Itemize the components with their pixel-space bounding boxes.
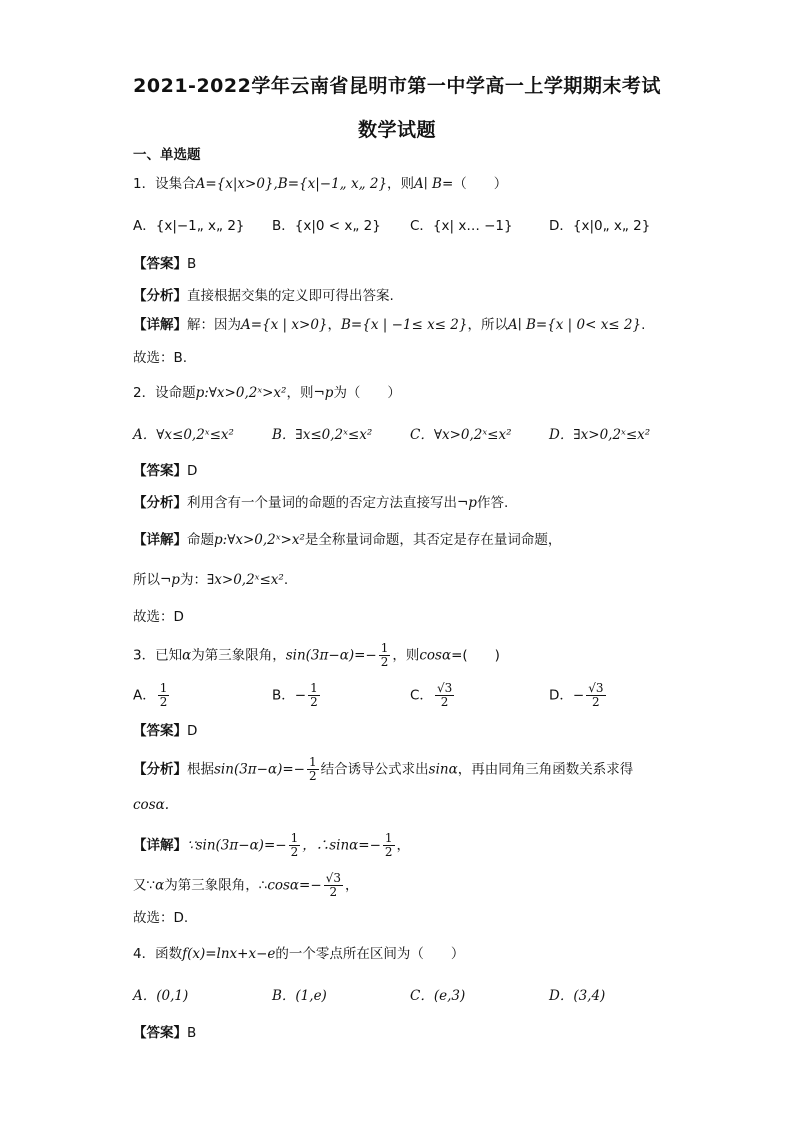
fraction-denominator: 2 <box>440 695 449 709</box>
option-label: C． <box>410 687 433 704</box>
q3-option-d <box>549 682 608 709</box>
fraction-denominator: 2 <box>329 885 338 899</box>
q4-stem-text-post: 的一个零点所在区间为（ ） <box>275 946 465 962</box>
answer-label: 【答案】 <box>133 1025 187 1041</box>
q2-line2-math2: ∃x>0,2ˣ≤x² <box>206 572 284 588</box>
q3-analysis-text-post2: ，再由同角三角函数关系求得 <box>457 761 634 778</box>
q3-detail-math-mid: ，∴sinα=− <box>302 837 381 854</box>
q1-detail-sep: ， <box>327 317 341 333</box>
q3-analysis-text-post: 结合诱导公式求出 <box>320 761 429 778</box>
q3-stem-text: 3．已知 <box>133 647 183 664</box>
fraction-numerator: √3 <box>325 871 341 885</box>
q3-detail <box>133 832 410 859</box>
q3-option-c-fraction <box>435 682 454 709</box>
fraction-numerator: √3 <box>436 681 453 695</box>
q1-detail <box>133 315 645 335</box>
q2-detail-math: p:∀x>0,2ˣ>x² <box>214 532 305 548</box>
q2-conclusion: 故选：D <box>133 609 184 625</box>
q2-analysis <box>133 493 508 513</box>
q4-option-a: A．(0,1) <box>133 988 189 1004</box>
q3-stem-alpha: α <box>182 647 192 664</box>
q2-analysis-math: ¬p <box>457 495 477 511</box>
q2-detail <box>133 530 561 550</box>
q3-answer <box>133 721 197 741</box>
q1-option-b: B．{x|0 < x„ 2} <box>272 218 381 234</box>
q2-stem-text-post: 为（ ） <box>333 385 401 401</box>
q4-stem-text: 4．函数 <box>133 946 183 962</box>
q1-conclusion: 故选：B. <box>133 350 188 366</box>
fraction-numerator: 1 <box>159 681 168 695</box>
q1-detail-end: . <box>641 317 646 333</box>
fraction-denominator: 2 <box>384 845 393 859</box>
q3-analysis-fraction <box>307 756 319 783</box>
q1-option-a: A．{x|−1„ x„ 2} <box>133 218 245 234</box>
q3-analysis-text: 根据 <box>187 761 214 778</box>
q2-answer-value: D <box>187 463 198 479</box>
q1-stem-text-post: =（ ） <box>441 176 508 192</box>
q3-option-a-fraction <box>158 682 170 709</box>
q1-detail-math1: A={x | x>0} <box>241 317 328 333</box>
answer-label: 【答案】 <box>133 723 187 739</box>
q2-line2-text-mid: 为： <box>179 572 207 588</box>
fraction-numerator: 1 <box>384 831 393 845</box>
q3-detail-line2 <box>133 872 358 899</box>
fraction-numerator: 1 <box>380 641 389 655</box>
q3-detail-end: ， <box>396 837 411 854</box>
q3-line2-math: cosα=− <box>267 877 322 894</box>
q2-line2-text: 所以 <box>133 572 160 588</box>
q3-analysis-math: sin(3π−α)=− <box>214 761 305 778</box>
q3-line2-text: 又∵ <box>133 877 156 894</box>
section-heading: 一、单选题 <box>133 147 201 163</box>
q1-detail-text: 解：因为 <box>187 317 241 333</box>
q3-answer-value: D <box>187 723 198 739</box>
fraction-denominator: 2 <box>309 769 317 783</box>
q1-analysis <box>133 286 394 306</box>
q3-line2-end: ， <box>344 877 359 894</box>
q3-analysis <box>133 756 633 783</box>
q3-stem-math2: cosα <box>419 647 452 664</box>
q2-option-b: B．∃x≤0,2ˣ≤x² <box>272 427 373 443</box>
q2-stem-text: 2．设命题 <box>133 385 196 401</box>
analysis-label: 【分析】 <box>133 495 187 511</box>
q2-detail-text-post: 是全称量词命题，其否定是存在量词命题， <box>304 532 562 548</box>
option-label: A． <box>133 687 156 704</box>
q3-detail-fraction <box>289 832 301 859</box>
q2-analysis-text-post: 作答. <box>476 495 509 511</box>
q3-option-c <box>410 682 456 709</box>
document-subtitle: 数学试题 <box>357 119 436 141</box>
q3-line2-text-mid: 为第三象限角，∴ <box>164 877 268 894</box>
analysis-label: 【分析】 <box>133 761 187 778</box>
q1-option-d: D．{x|0„ x„ 2} <box>549 218 651 234</box>
q3-option-a <box>133 682 171 709</box>
q3-stem <box>133 642 500 669</box>
q4-answer-value: B <box>187 1025 197 1041</box>
q3-analysis-math2: sinα <box>428 761 458 778</box>
q3-stem-text-mid2: ，则 <box>392 647 420 664</box>
detail-label: 【详解】 <box>133 317 187 333</box>
q2-detail-text: 命题 <box>187 532 214 548</box>
q4-option-d: D．(3,4) <box>549 988 606 1004</box>
q3-line2-alpha: α <box>155 877 165 894</box>
q2-stem-math: p:∀x>0,2ˣ>x² <box>195 385 287 401</box>
q1-detail-math2: B={x | −1≤ x≤ 2} <box>341 317 468 333</box>
q2-stem-text-mid: ，则 <box>286 385 314 401</box>
fraction-numerator: 1 <box>290 831 299 845</box>
q2-stem <box>133 383 401 403</box>
q1-detail-text-mid: ，所以 <box>467 317 508 333</box>
option-label: B．− <box>272 687 307 704</box>
option-label: D．− <box>549 687 585 704</box>
q3-conclusion: 故选：D. <box>133 910 189 926</box>
q1-answer-value: B <box>187 256 197 272</box>
fraction-denominator: 2 <box>310 695 318 709</box>
q4-option-b: B．(1,e) <box>272 988 327 1004</box>
q1-analysis-text: 直接根据交集的定义即可得出答案. <box>187 288 394 304</box>
answer-label: 【答案】 <box>133 256 187 272</box>
q1-stem-math: A={x|x>0},B={x|−1„ x„ 2} <box>195 176 388 192</box>
q3-detail-fraction2 <box>383 832 395 859</box>
q3-analysis-line2: cosα. <box>133 797 170 813</box>
q1-answer <box>133 254 196 274</box>
q4-option-c: C．(e,3) <box>410 988 466 1004</box>
q1-stem <box>133 174 507 194</box>
fraction-denominator: 2 <box>290 845 299 859</box>
detail-label: 【详解】 <box>133 532 187 548</box>
q2-option-d: D．∃x>0,2ˣ≤x² <box>549 427 651 443</box>
q1-stem-text: 1．设集合 <box>133 176 196 192</box>
analysis-label: 【分析】 <box>133 288 187 304</box>
q3-stem-math: sin(3π−α)=− <box>285 647 377 664</box>
q4-stem-math: f(x)=lnx+x−e <box>182 946 276 962</box>
fraction-numerator: √3 <box>588 681 604 695</box>
q3-stem-text-post: =( ) <box>451 647 500 664</box>
q3-option-b <box>272 682 322 709</box>
answer-label: 【答案】 <box>133 463 187 479</box>
fraction-denominator: 2 <box>380 655 389 669</box>
q3-option-b-fraction <box>308 682 320 709</box>
q3-detail-math: ∵sin(3π−α)=− <box>187 837 287 854</box>
q1-detail-math3: A∣ B={x | 0< x≤ 2} <box>507 317 642 333</box>
q1-stem-math2: A∣ B <box>414 176 442 192</box>
fraction-denominator: 2 <box>592 695 600 709</box>
q2-line2-math: ¬p <box>160 572 180 588</box>
q2-option-a: A．∀x≤0,2ˣ≤x² <box>133 427 234 443</box>
q1-stem-text-mid: ，则 <box>387 176 415 192</box>
q2-analysis-text: 利用含有一个量词的命题的否定方法直接写出 <box>187 495 457 511</box>
fraction-denominator: 2 <box>159 695 168 709</box>
q3-option-d-fraction <box>586 682 605 709</box>
q2-stem-math2: ¬p <box>313 385 334 401</box>
q2-answer <box>133 461 197 481</box>
q2-line2-end: . <box>283 572 289 588</box>
detail-label: 【详解】 <box>133 837 187 854</box>
q3-line2-fraction <box>324 872 343 899</box>
fraction-numerator: 1 <box>310 681 318 695</box>
q3-stem-text-mid: 为第三象限角， <box>191 647 286 664</box>
document-title: 2021-2022学年云南省昆明市第一中学高一上学期期末考试 <box>133 75 661 97</box>
q2-detail-line2 <box>133 570 288 590</box>
q3-stem-fraction <box>379 642 391 669</box>
q4-answer <box>133 1023 196 1043</box>
q1-option-c: C．{x| x… −1} <box>410 218 513 234</box>
fraction-numerator: 1 <box>309 755 317 769</box>
q2-option-c: C．∀x>0,2ˣ≤x² <box>410 427 512 443</box>
q4-stem <box>133 944 464 964</box>
